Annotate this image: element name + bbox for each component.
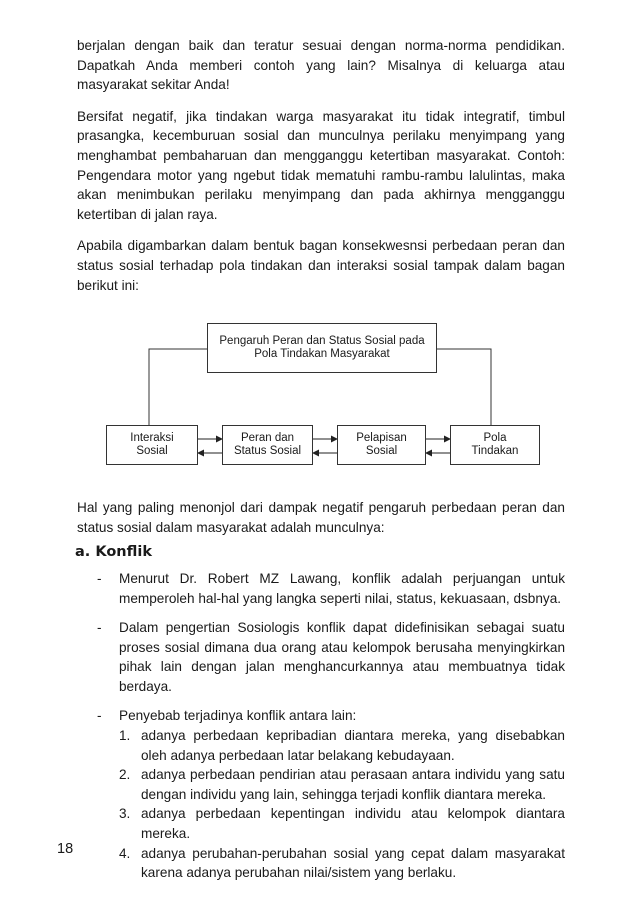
flow-diagram [77, 305, 565, 490]
numbered-item-text: adanya perbedaan kepribadian diantara mereka, yang disebabkan oleh adanya perbedaan latar belakang kebudayaan. [141, 728, 565, 763]
numbered-item-text: adanya perbedaan kepentingan individu atau kelompok diantara mereka. [141, 806, 565, 842]
diagram-box-peran [222, 425, 313, 465]
diagram-top-line1: Pengaruh Peran dan Status Sosial pada [219, 335, 425, 348]
box-label: Status Sosial [233, 445, 302, 458]
numbered-item [77, 765, 565, 804]
list-item-text: Dalam pengertian Sosiologis konflik dapat didefinisikan sebagai suatu proses sosial dimana dua orang atau kelompok berusaha menyingkirkan pihak lain dengan jalan menghancurkannya atau membuatnya tidak berdaya. [119, 620, 565, 694]
box-label: Sosial [365, 445, 398, 458]
diagram-box-interaksi [106, 425, 198, 465]
paragraph-dampak: Hal yang paling menonjol dari dampak negatif pengaruh perbedaan peran dan status sosial dalam masyarakat adalah munculnya: [77, 500, 565, 535]
numbered-item-text: adanya perbedaan pendirian atau perasaan antara individu yang satu dengan individu yang lain, sehingga terjadi konflik diantara mereka. [141, 767, 565, 802]
page-number: 18 [57, 841, 74, 857]
list-item [77, 618, 565, 696]
item-number: 4. [119, 845, 131, 861]
numbered-item [77, 726, 565, 765]
dash-bullet: - [97, 570, 102, 586]
section-heading: a. Konflik [75, 544, 152, 561]
paragraph-diagram-intro: Apabila digambarkan dalam bentuk bagan konsekwesnsi perbedaan peran dan status sosial terhadap pola tindakan dan interaksi sosial tampak dalam bagan berikut ini: [77, 238, 565, 293]
dash-bullet: - [97, 620, 102, 636]
item-number: 2. [119, 767, 131, 783]
list-item-text: Penyebab terjadinya konflik antara lain: [119, 708, 357, 724]
dash-bullet: - [97, 708, 102, 724]
numbered-item [77, 844, 565, 883]
page-content [77, 36, 565, 883]
diagram-box-pola [450, 425, 540, 465]
paragraph-negative: Bersifat negatif, jika tindakan warga masyarakat itu tidak integratif, timbul prasangka, kecemburuan sosial dan munculnya perilaku menyimpang yang menghambat pembaharuan dan mengganggu ketertiban masyarakat. Contoh: Pengendara motor yang ngebut tidak mematuhi rambu-rambu lalulintas, maka akan menimbukan perilaku menyimpang dan pada akhirnya mengganggu ketertiban di jalan raya. [77, 108, 565, 222]
list-item [77, 569, 565, 608]
diagram-box-pelapisan [337, 425, 426, 465]
box-label: Pelapisan [356, 432, 407, 445]
numbered-item [77, 804, 565, 843]
item-number: 3. [119, 806, 131, 822]
box-label: Interaksi [130, 432, 174, 445]
diagram-top-line2: Pola Tindakan Masyarakat [254, 348, 390, 361]
paragraph-intro: berjalan dengan baik dan teratur sesuai dengan norma-norma pendidikan. Dapatkah Anda memberi contoh yang lain? Misalnya di keluarga atau masyarakat sekitar Anda! [77, 38, 565, 93]
box-label: Sosial [136, 445, 168, 458]
connector-left [149, 349, 207, 425]
box-label: Pola [483, 432, 507, 445]
box-label: Tindakan [471, 445, 519, 458]
item-number: 1. [119, 728, 131, 744]
diagram-box-top [207, 323, 437, 373]
box-label: Peran dan [240, 432, 295, 445]
numbered-item-text: adanya perubahan-perubahan sosial yang cepat dalam masyarakat karena adanya perubahan nilai/sistem yang berlaku. [141, 845, 565, 881]
connector-right [437, 349, 491, 425]
list-item [77, 706, 565, 726]
list-item-text: Menurut Dr. Robert MZ Lawang, konflik adalah perjuangan untuk memperoleh hal-hal yang langka seperti nilai, status, kekuasaan, dsbnya. [119, 570, 565, 606]
